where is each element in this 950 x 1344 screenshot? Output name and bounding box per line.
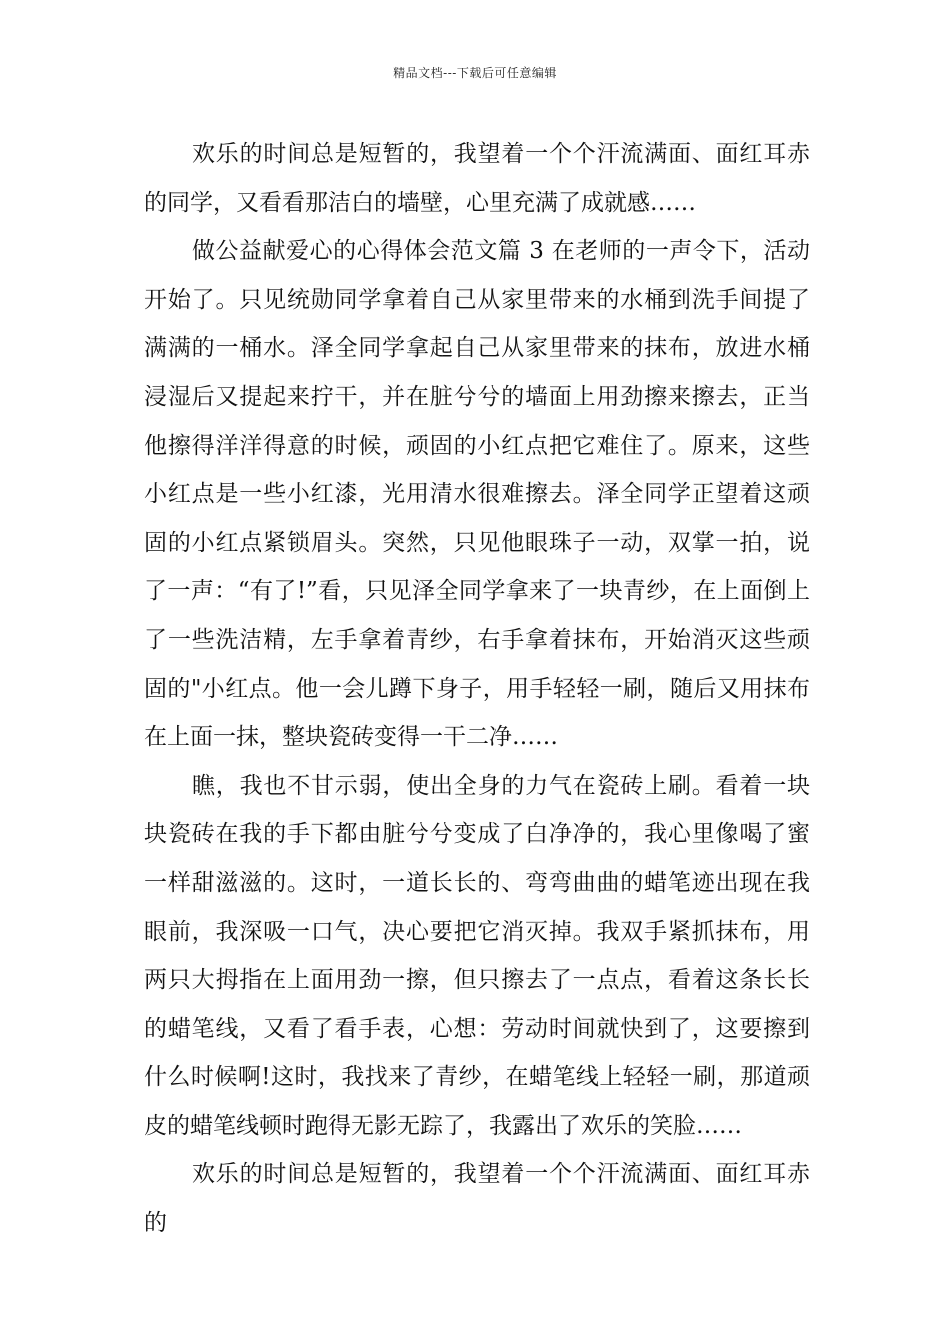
paragraph-2: 做公益献爱心的心得体会范文篇 3 在老师的一声令下，活动开始了。只见统勋同学拿着自己从家里带来的水桶到洗手间提了满满的一桶水。泽全同学拿起自己从家里带来的抹布，放进水桶浸湿后又提起来拧干，并在脏兮兮的墙面上用劲擦来擦去，正当他擦得洋洋得意的时候，顽固的小红点把它难住了。原来，这些小红点是一些小红漆，光用清水很难擦去。泽全同学正望着这顽固的小红点紧锁眉头。突然，只见他眼珠子一动，双掌一拍，说了一声：“有了!”看，只见泽全同学拿来了一块青纱，在上面倒上了一些洗洁精，左手拿着青纱，右手拿着抹布，开始消灭这些顽固的"小红点。他一会儿蹲下身子，用手轻轻一刷，随后又用抹布在上面一抹，整块瓷砖变得一干二净…… bbox=[144, 238, 810, 751]
paragraph-4: 欢乐的时间总是短暂的，我望着一个个汗流满面、面红耳赤的 bbox=[144, 1161, 810, 1237]
paragraph-1: 欢乐的时间总是短暂的，我望着一个个汗流满面、面红耳赤的同学，又看看那洁白的墙壁，心里充满了成就感…… bbox=[144, 141, 810, 216]
page-header: 精品文档---下载后可任意编辑 bbox=[393, 66, 557, 80]
paragraph-3: 瞧，我也不甘示弱，使出全身的力气在瓷砖上刷。看着一块块瓷砖在我的手下都由脏兮兮变成了白净净的，我心里像喝了蜜一样甜滋滋的。这时，一道长长的、弯弯曲曲的蜡笔迹出现在我眼前，我深吸一口气，决心要把它消灭掉。我双手紧抓抹布，用两只大拇指在上面用劲一擦，但只擦去了一点点，看着这条长长的蜡笔线，又看了看手表，心想：劳动时间就快到了，这要擦到什么时候啊!这时，我找来了青纱，在蜡笔线上轻轻一刷，那道顽皮的蜡笔线顿时跑得无影无踪了，我露出了欢乐的笑脸…… bbox=[144, 772, 810, 1139]
document-body bbox=[144, 130, 810, 1248]
